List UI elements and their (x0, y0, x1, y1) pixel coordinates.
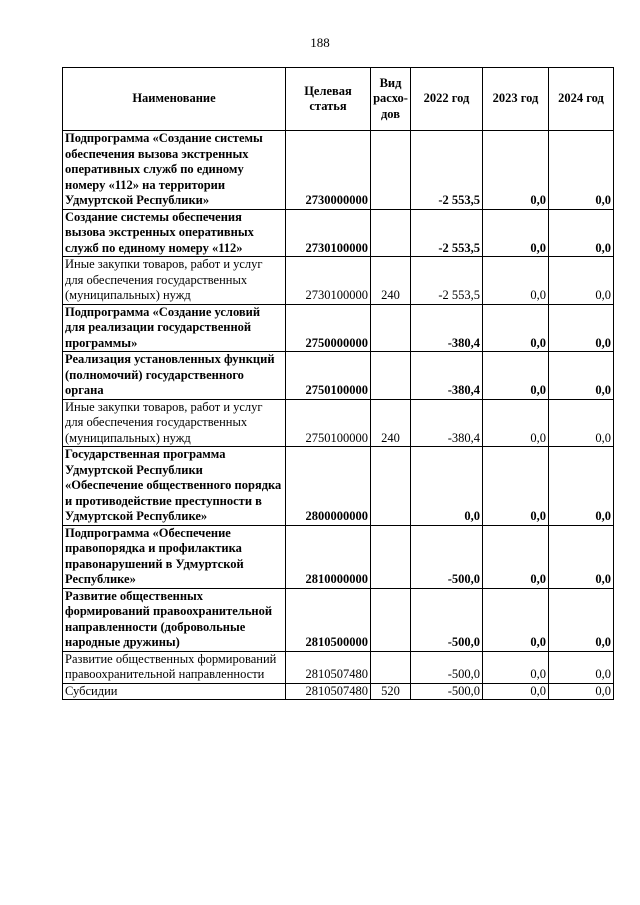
cell-name: Государственная программа Удмуртской Республики «Обеспечение общественного порядка и противодействие преступности в Удмуртской Республике» (63, 447, 286, 526)
table-row (63, 651, 614, 683)
cell-year-2023: 0,0 (483, 525, 549, 588)
table-row (63, 304, 614, 352)
header-name: Наименование (63, 68, 286, 131)
cell-target-article: 2730100000 (286, 209, 371, 257)
header-expense-type: Вид расхо-дов (371, 68, 411, 131)
cell-year-2024: 0,0 (549, 131, 614, 210)
cell-year-2023: 0,0 (483, 399, 549, 447)
table-header-row (63, 68, 614, 131)
cell-year-2024: 0,0 (549, 352, 614, 400)
cell-target-article: 2750100000 (286, 352, 371, 400)
cell-expense-type: 240 (371, 257, 411, 305)
header-year-2023: 2023 год (483, 68, 549, 131)
cell-expense-type (371, 447, 411, 526)
cell-year-2023: 0,0 (483, 352, 549, 400)
cell-target-article: 2750100000 (286, 399, 371, 447)
cell-name: Подпрограмма «Обеспечение правопорядка и профилактика правонарушений в Удмуртской Республике» (63, 525, 286, 588)
cell-year-2022: -2 553,5 (411, 209, 483, 257)
cell-target-article: 2750000000 (286, 304, 371, 352)
cell-year-2024: 0,0 (549, 525, 614, 588)
cell-name: Реализация установленных функций (полномочий) государственного органа (63, 352, 286, 400)
cell-target-article: 2810000000 (286, 525, 371, 588)
cell-year-2022: -2 553,5 (411, 257, 483, 305)
cell-target-article: 2810500000 (286, 588, 371, 651)
cell-year-2022: -500,0 (411, 588, 483, 651)
cell-year-2023: 0,0 (483, 588, 549, 651)
header-year-2022: 2022 год (411, 68, 483, 131)
cell-year-2022: -380,4 (411, 399, 483, 447)
budget-table (62, 67, 614, 700)
cell-year-2024: 0,0 (549, 588, 614, 651)
cell-name: Иные закупки товаров, работ и услуг для обеспечения государственных (муниципальных) нужд (63, 399, 286, 447)
cell-year-2023: 0,0 (483, 447, 549, 526)
cell-expense-type: 520 (371, 683, 411, 700)
table-row (63, 209, 614, 257)
cell-name: Развитие общественных формирований правоохранительной направленности (добровольные народные дружины) (63, 588, 286, 651)
cell-year-2024: 0,0 (549, 257, 614, 305)
table-row (63, 131, 614, 210)
cell-expense-type (371, 525, 411, 588)
cell-year-2022: -500,0 (411, 651, 483, 683)
header-year-2024: 2024 год (549, 68, 614, 131)
cell-name: Субсидии (63, 683, 286, 700)
cell-target-article: 2810507480 (286, 683, 371, 700)
cell-year-2023: 0,0 (483, 683, 549, 700)
cell-year-2024: 0,0 (549, 304, 614, 352)
cell-year-2024: 0,0 (549, 651, 614, 683)
cell-year-2024: 0,0 (549, 399, 614, 447)
cell-expense-type (371, 651, 411, 683)
cell-expense-type (371, 588, 411, 651)
cell-year-2024: 0,0 (549, 209, 614, 257)
cell-year-2024: 0,0 (549, 447, 614, 526)
cell-year-2023: 0,0 (483, 131, 549, 210)
cell-year-2023: 0,0 (483, 304, 549, 352)
table-row (63, 352, 614, 400)
cell-year-2022: -500,0 (411, 683, 483, 700)
table-row (63, 683, 614, 700)
cell-year-2023: 0,0 (483, 257, 549, 305)
cell-name: Создание системы обеспечения вызова экстренных оперативных служб по единому номеру «112» (63, 209, 286, 257)
cell-expense-type (371, 352, 411, 400)
cell-target-article: 2800000000 (286, 447, 371, 526)
cell-target-article: 2730000000 (286, 131, 371, 210)
cell-name: Подпрограмма «Создание условий для реализации государственной программы» (63, 304, 286, 352)
cell-year-2024: 0,0 (549, 683, 614, 700)
cell-expense-type: 240 (371, 399, 411, 447)
cell-expense-type (371, 304, 411, 352)
table-row (63, 257, 614, 305)
cell-year-2022: -2 553,5 (411, 131, 483, 210)
table-row (63, 588, 614, 651)
cell-year-2023: 0,0 (483, 651, 549, 683)
page-number: 188 (310, 35, 330, 50)
table-row (63, 447, 614, 526)
cell-year-2022: -380,4 (411, 304, 483, 352)
header-target-article: Целевая статья (286, 68, 371, 131)
cell-year-2022: 0,0 (411, 447, 483, 526)
cell-target-article: 2730100000 (286, 257, 371, 305)
cell-name: Иные закупки товаров, работ и услуг для обеспечения государственных (муниципальных) нужд (63, 257, 286, 305)
cell-name: Развитие общественных формирований правоохранительной направленности (63, 651, 286, 683)
table-row (63, 525, 614, 588)
cell-name: Подпрограмма «Создание системы обеспечения вызова экстренных оперативных служб по единому номеру «112» на территории Удмуртской Республики» (63, 131, 286, 210)
table-row (63, 399, 614, 447)
cell-target-article: 2810507480 (286, 651, 371, 683)
cell-year-2022: -380,4 (411, 352, 483, 400)
cell-expense-type (371, 209, 411, 257)
cell-year-2022: -500,0 (411, 525, 483, 588)
cell-expense-type (371, 131, 411, 210)
cell-year-2023: 0,0 (483, 209, 549, 257)
